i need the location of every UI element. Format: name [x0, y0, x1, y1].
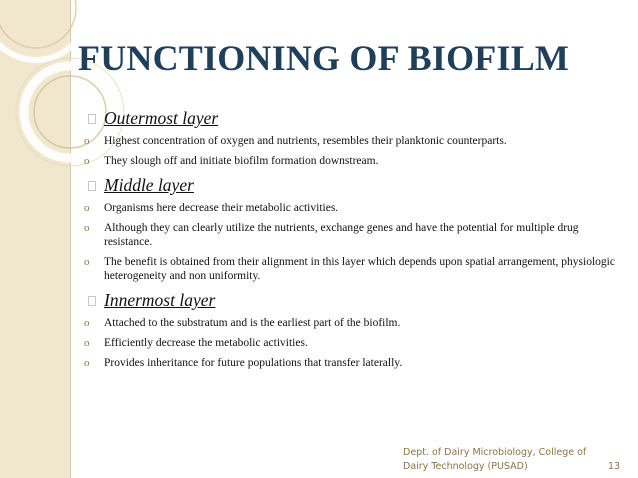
section-heading-text: Middle layer	[104, 175, 194, 195]
bullet-text: The benefit is obtained from their alignment in this layer which depends upon spatial arrangement, physiologic heterogeneity and non uniformity.	[104, 256, 615, 282]
heading-box-icon	[88, 181, 96, 191]
footer-line-1: Dept. of Dairy Microbiology, College of	[403, 447, 587, 458]
section-heading-middle	[84, 174, 629, 196]
section-heading-innermost	[84, 289, 629, 311]
bullet-circle-icon: o	[84, 222, 90, 234]
bullet-text: They slough off and initiate biofilm formation downstream.	[104, 155, 379, 167]
slide-content	[84, 105, 629, 376]
footer-line-2: Dairy Technology (PUSAD)	[403, 461, 528, 472]
list-item	[84, 255, 629, 283]
list-item	[84, 201, 629, 215]
footer-department	[403, 446, 586, 474]
left-decor-band	[0, 0, 71, 478]
bullet-text: Although they can clearly utilize the nutrients, exchange genes and have the potential for multiple drug resistance.	[104, 222, 579, 248]
bullet-text: Efficiently decrease the metabolic activities.	[104, 337, 308, 349]
bullet-text: Highest concentration of oxygen and nutrients, resembles their planktonic counterparts.	[104, 135, 507, 147]
bullet-text: Organisms here decrease their metabolic activities.	[104, 202, 339, 214]
bullet-circle-icon: o	[84, 337, 90, 349]
section-heading-text: Innermost layer	[104, 290, 216, 310]
list-item	[84, 134, 629, 148]
list-item	[84, 356, 629, 370]
list-item	[84, 221, 629, 249]
section-heading-outermost	[84, 107, 629, 129]
bullet-circle-icon: o	[84, 256, 90, 268]
list-item	[84, 316, 629, 330]
bullet-text: Attached to the substratum and is the earliest part of the biofilm.	[104, 317, 401, 329]
heading-box-icon	[88, 114, 96, 124]
slide-title: FUNCTIONING OF BIOFILM	[78, 38, 570, 78]
bullet-circle-icon: o	[84, 155, 90, 167]
bullet-circle-icon: o	[84, 135, 90, 147]
bullet-text: Provides inheritance for future populations that transfer laterally.	[104, 357, 403, 369]
section-heading-text: Outermost layer	[104, 108, 219, 128]
page-number: 13	[608, 461, 621, 472]
bullet-circle-icon: o	[84, 357, 90, 369]
heading-box-icon	[88, 296, 96, 306]
bullet-circle-icon: o	[84, 317, 90, 329]
bullet-circle-icon: o	[84, 202, 90, 214]
list-item	[84, 336, 629, 350]
list-item	[84, 154, 629, 168]
